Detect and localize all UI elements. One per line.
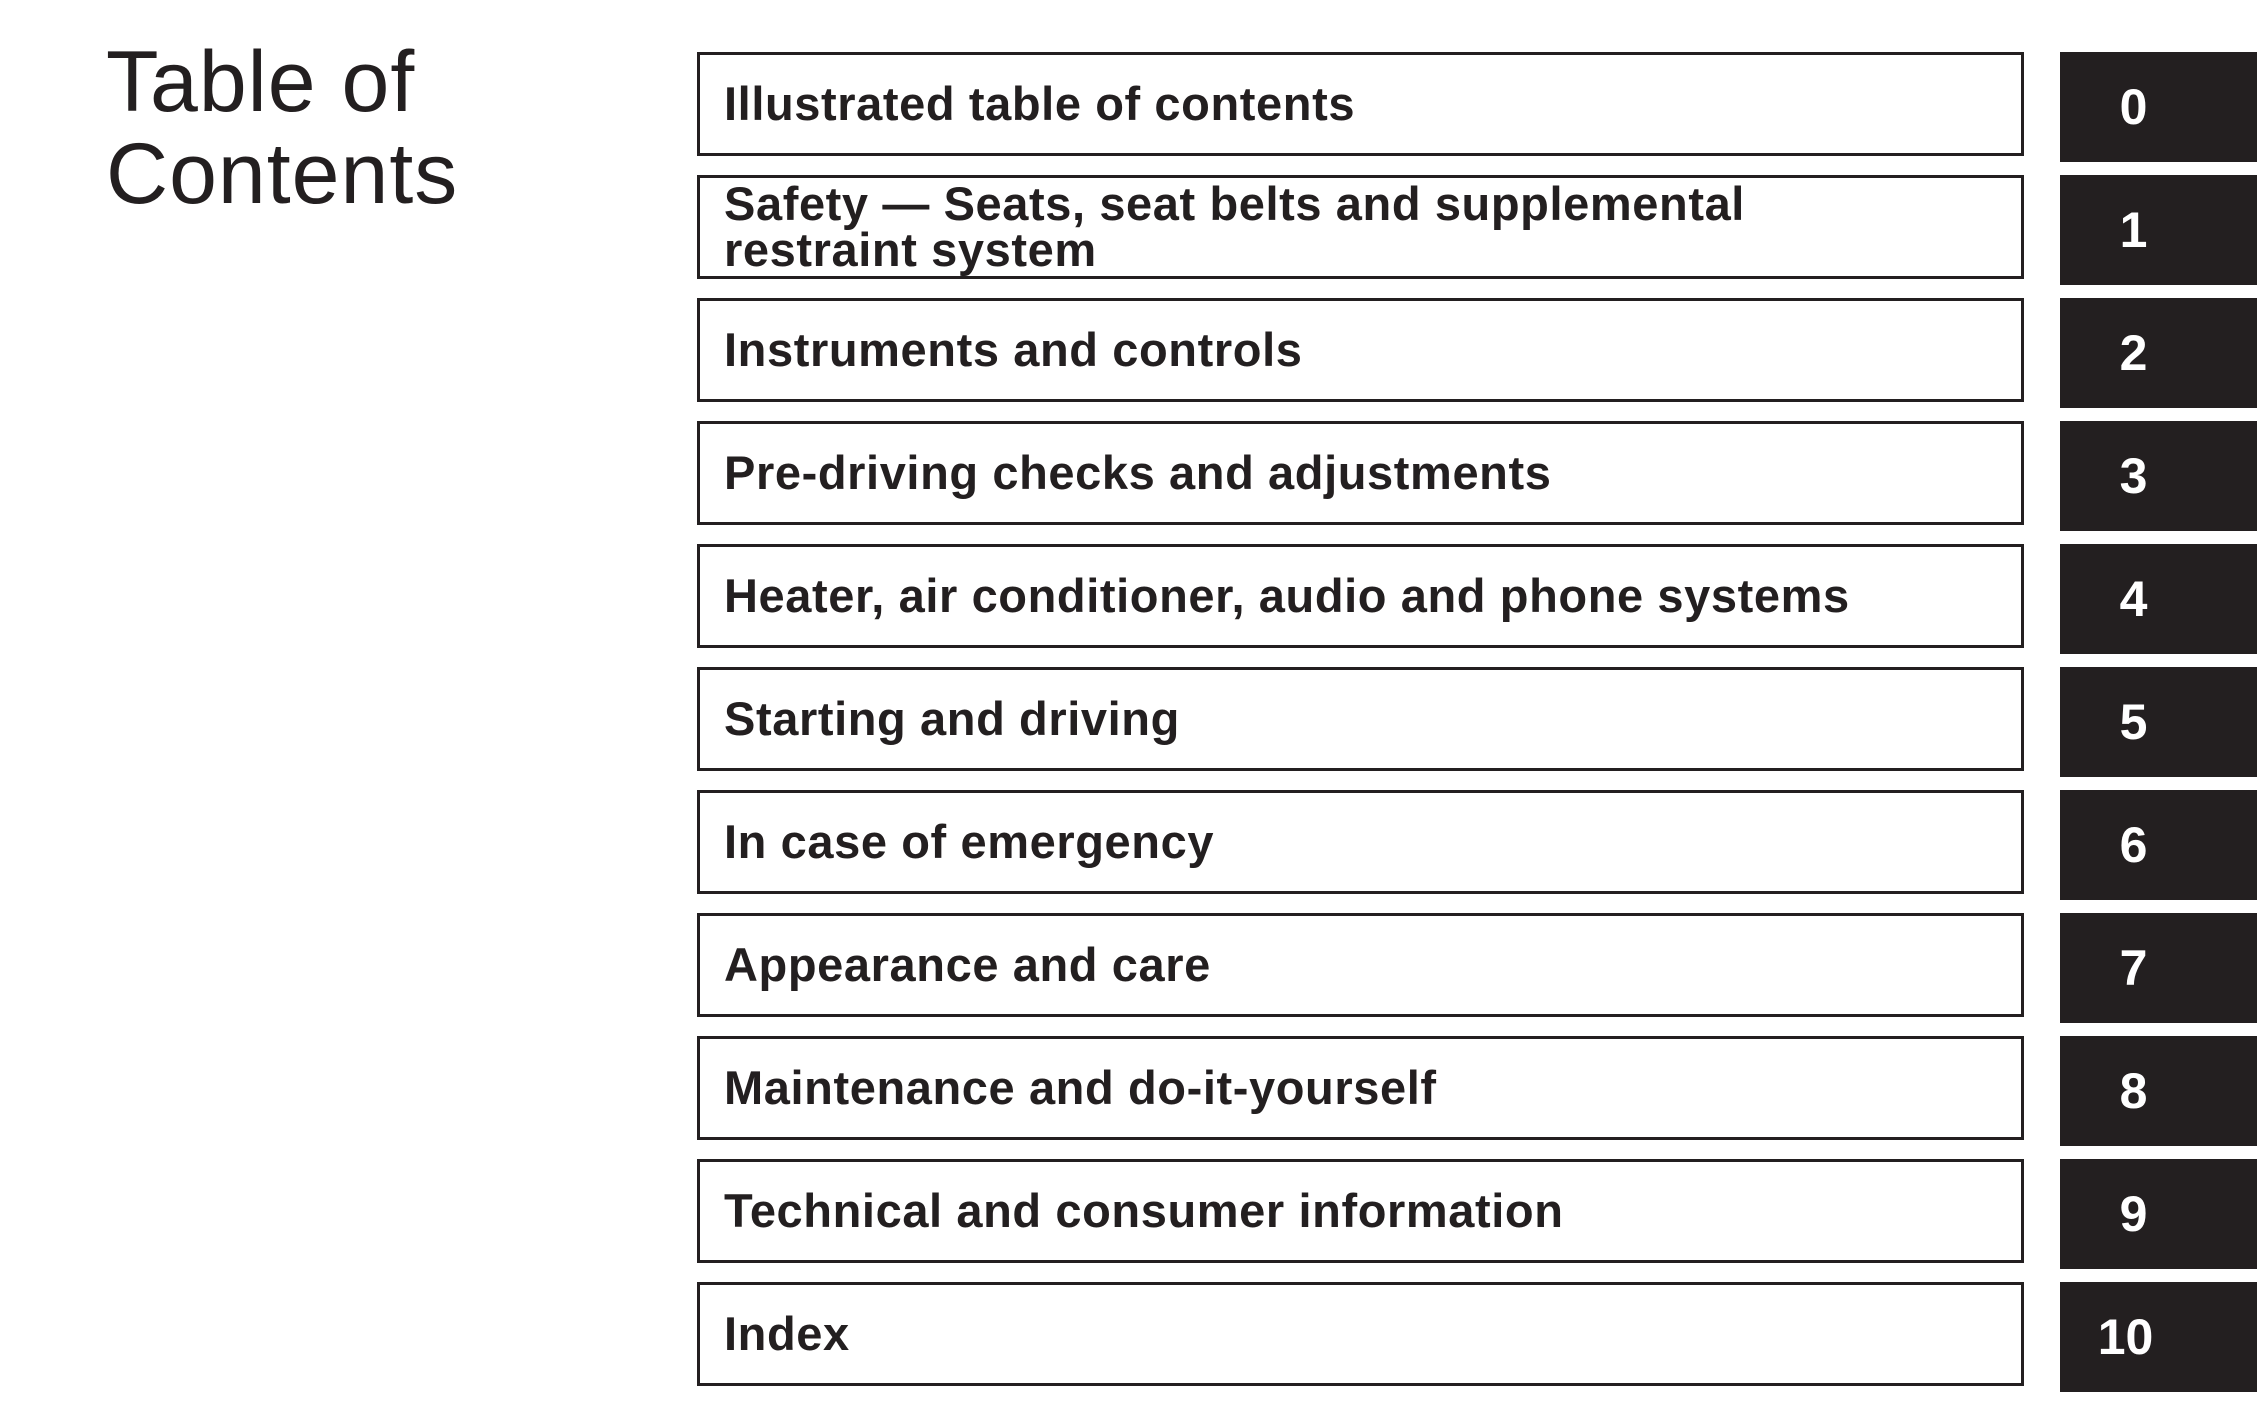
toc-entry-label: Technical and consumer information: [724, 1184, 1564, 1237]
toc-entry-box[interactable]: [697, 1036, 2024, 1140]
toc-entry-starting-driving[interactable]: [0, 667, 2257, 777]
toc-entry-label: Instruments and controls: [724, 323, 1303, 376]
section-tab-2[interactable]: [2060, 298, 2257, 408]
toc-entry-label: Heater, air conditioner, audio and phone systems: [724, 569, 1850, 622]
toc-entry-box[interactable]: [697, 667, 2024, 771]
toc-entry-instruments[interactable]: [0, 298, 2257, 408]
toc-entry-box[interactable]: [697, 790, 2024, 894]
section-tab-0[interactable]: [2060, 52, 2257, 162]
toc-entry-box[interactable]: [697, 298, 2024, 402]
section-number: 2: [2119, 325, 2148, 381]
toc-entry-appearance-care[interactable]: [0, 913, 2257, 1023]
section-number: 4: [2119, 571, 2148, 627]
section-tab-6[interactable]: [2060, 790, 2257, 900]
section-tab-8[interactable]: [2060, 1036, 2257, 1146]
toc-entry-emergency[interactable]: [0, 790, 2257, 900]
toc-entry-box[interactable]: [697, 175, 2024, 279]
section-number: 9: [2119, 1186, 2148, 1242]
section-tab-1[interactable]: [2060, 175, 2257, 285]
section-number: 0: [2119, 79, 2148, 135]
toc-entry-label: In case of emergency: [724, 815, 1215, 868]
toc-entry-label: Starting and driving: [724, 692, 1180, 745]
toc-entry-label: Appearance and care: [724, 938, 1211, 991]
toc-entry-label: Pre-driving checks and adjustments: [724, 446, 1552, 499]
section-tab-7[interactable]: [2060, 913, 2257, 1023]
section-number: 8: [2119, 1063, 2148, 1119]
toc-entry-box[interactable]: [697, 421, 2024, 525]
toc-entry-heater-audio[interactable]: [0, 544, 2257, 654]
toc-entry-technical-info[interactable]: [0, 1159, 2257, 1269]
toc-entry-box[interactable]: [697, 913, 2024, 1017]
section-tab-10[interactable]: [2060, 1282, 2257, 1392]
toc-entry-maintenance[interactable]: [0, 1036, 2257, 1146]
toc-entry-box[interactable]: [697, 544, 2024, 648]
toc-entry-index[interactable]: [0, 1282, 2257, 1392]
toc-entry-pre-driving[interactable]: [0, 421, 2257, 531]
section-tab-3[interactable]: [2060, 421, 2257, 531]
section-number: 1: [2119, 202, 2148, 258]
toc-entry-label: Maintenance and do-it-yourself: [724, 1061, 1437, 1114]
page-title-line-2: Contents: [106, 126, 459, 222]
section-tab-9[interactable]: [2060, 1159, 2257, 1269]
section-tab-4[interactable]: [2060, 544, 2257, 654]
toc-entry-safety[interactable]: [0, 175, 2257, 285]
toc-entry-box[interactable]: [697, 1159, 2024, 1263]
section-number: 10: [2097, 1309, 2154, 1365]
section-number: 3: [2119, 448, 2148, 504]
toc-entry-box[interactable]: [697, 1282, 2024, 1386]
section-number: 5: [2119, 694, 2148, 750]
section-number: 7: [2119, 940, 2148, 996]
toc-entry-label: Safety — Seats, seat belts and supplemental restraint system: [724, 177, 1745, 276]
toc-entry-label: Index: [724, 1307, 850, 1360]
toc-entry-label: Illustrated table of contents: [724, 77, 1356, 130]
toc-entry-illustrated-contents[interactable]: [0, 52, 2257, 162]
section-tab-5[interactable]: [2060, 667, 2257, 777]
section-number: 6: [2119, 817, 2148, 873]
page-title-line-1: Table of: [106, 34, 416, 130]
toc-entry-box[interactable]: [697, 52, 2024, 156]
